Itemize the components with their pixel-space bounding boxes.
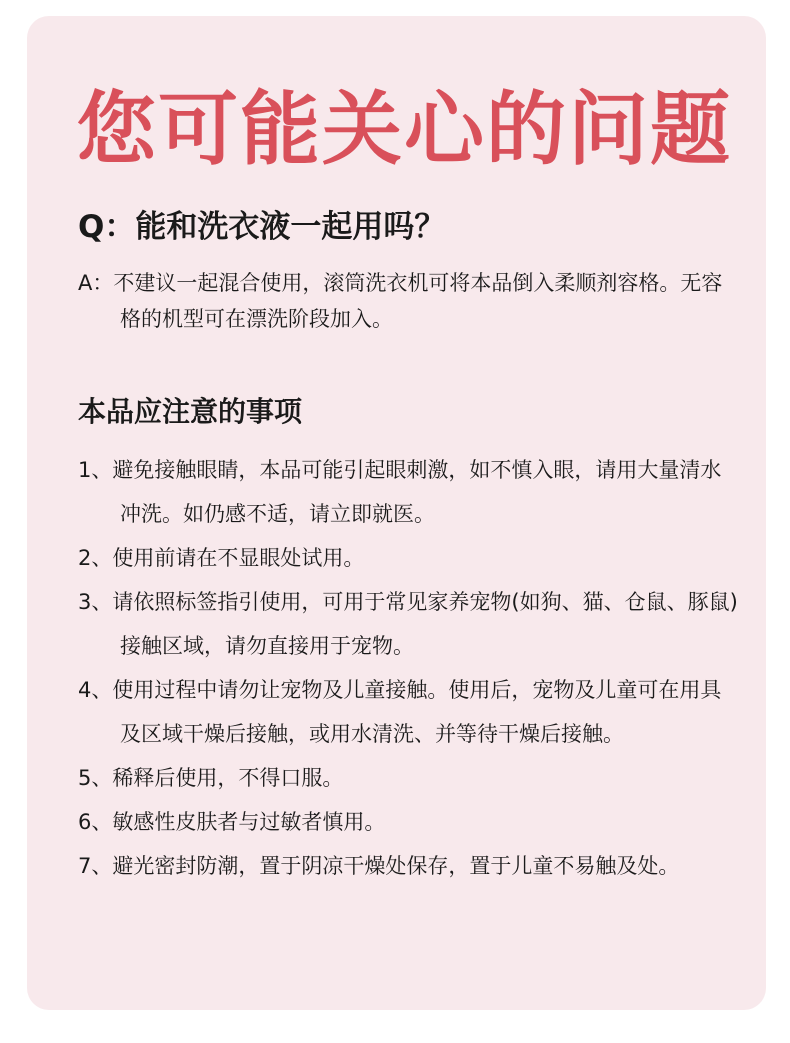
note-number: 3、 [78, 590, 113, 614]
note-text: 稀释后使用，不得口服。 [112, 766, 344, 790]
note-text: 使用前请在不显眼处试用。 [112, 546, 365, 570]
note-number: 4、 [78, 678, 113, 702]
faq-question: Q：能和洗衣液一起用吗？ [78, 209, 446, 245]
faq-answer-block [78, 265, 738, 337]
note-text: 敏感性皮肤者与过敏者慎用。 [112, 810, 386, 834]
note-text: 请依照标签指引使用，可用于常见家养宠物(如狗、猫、仓鼠、豚鼠)接触区域，请勿直接用于宠物。 [112, 590, 738, 658]
faq-answer-prefix: A： [78, 271, 114, 295]
note-number: 2、 [78, 546, 113, 570]
note-item-6 [78, 800, 738, 844]
note-text: 避免接触眼睛，本品可能引起眼刺激，如不慎入眼，请用大量清水冲洗。如仍感不适，请立即就医。 [112, 458, 722, 526]
faq-answer-text: 不建议一起混合使用，滚筒洗衣机可将本品倒入柔顺剂容格。无容格的机型可在漂洗阶段加入。 [113, 271, 723, 331]
note-number: 1、 [78, 458, 113, 482]
note-item-1 [78, 448, 738, 536]
note-item-2 [78, 536, 738, 580]
note-item-3 [78, 580, 738, 668]
page-title: 您可能关心的问题 [76, 83, 732, 176]
faq-answer [78, 265, 738, 337]
notes-list [78, 448, 738, 888]
note-item-4 [78, 668, 738, 756]
note-text: 避光密封防潮，置于阴凉干燥处保存，置于儿童不易触及处。 [112, 854, 680, 878]
note-text: 使用过程中请勿让宠物及儿童接触。使用后，宠物及儿童可在用具及区域干燥后接触，或用水清洗、并等待干燥后接触。 [112, 678, 722, 746]
note-number: 6、 [78, 810, 113, 834]
notes-heading: 本品应注意的事项 [78, 395, 303, 428]
note-number: 7、 [78, 854, 113, 878]
note-item-7 [78, 844, 738, 888]
note-number: 5、 [78, 766, 113, 790]
note-item-5 [78, 756, 738, 800]
